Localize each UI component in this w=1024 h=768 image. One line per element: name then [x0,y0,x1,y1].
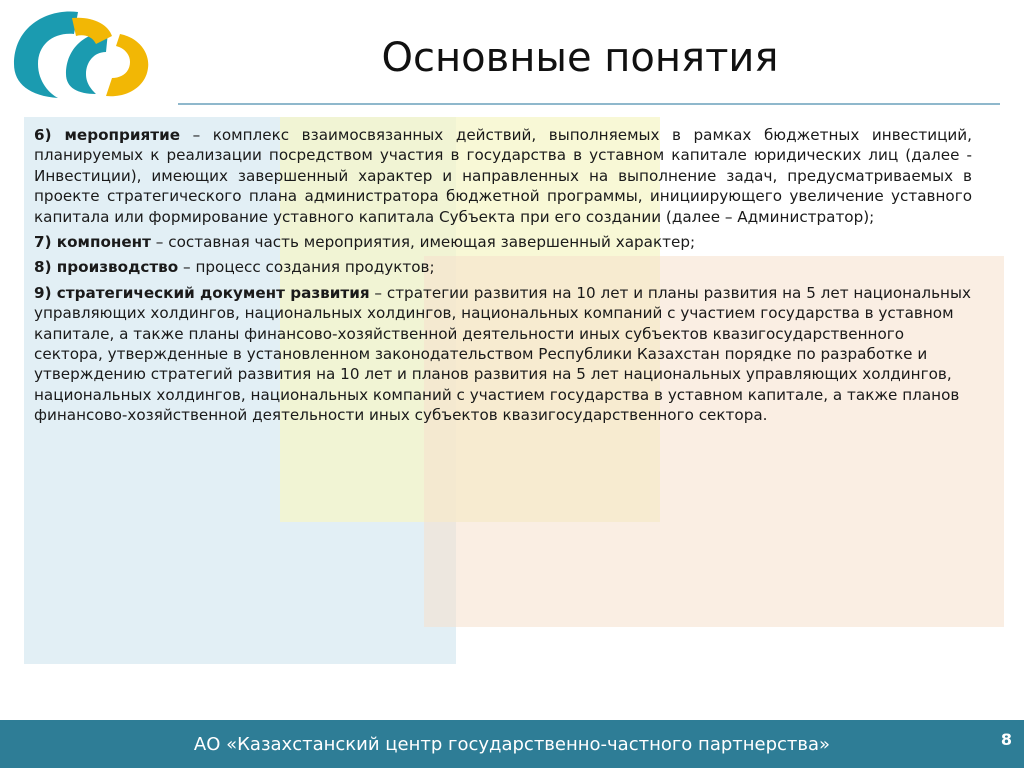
definition-item [34,257,972,277]
definition-item [34,125,972,227]
definition-text: – комплекс взаимосвязанных действий, выполняемых в рамках бюджетных инвестиций, планируемых к реализации посредством участия в государства в уставном капитале юридических лиц (далее - Инвестиции), имеющих завершенный характер и направленных на выполнение задач, предусматриваемых в проекте стратегического плана администратора бюджетной программы, инициирующего увеличение уставного капитала или формирование уставного капитала Субъекта при его создании (далее – Администратор); [34,126,972,226]
definition-term: 8) производство [34,258,179,277]
kppp-logo-icon [8,4,154,100]
page-number: 8 [1000,730,1012,749]
definition-term: 9) стратегический документ развития [34,283,370,302]
footer-org-name: АО «Казахстанский центр государственно-частного партнерства» [193,734,831,755]
definition-item [34,283,972,426]
definition-text: – составная часть мероприятия, имеющая завершенный характер; [150,233,696,252]
definitions-list [34,125,972,431]
definition-text: – процесс создания продуктов; [178,258,435,277]
title-divider [178,103,1000,105]
definition-item [34,232,972,252]
definition-term: 6) мероприятие [34,126,181,144]
page-title: Основные понятия [381,35,779,81]
definition-text: – стратегии развития на 10 лет и планы развития на 5 лет национальных управляющих холдингов, национальных холдингов, национальных компаний с участием государства в уставном капитале, а также планы финансово-хозяйственной деятельности иных субъектов квазигосударственного сектора, утвержденные в установленном законодательством Республики Казахстан порядке по разработке и утверждению стратегий развития на 10 лет и планов развития на 5 лет национальных управляющих холдингов, национальных холдингов, национальных компаний с участием государства в уставном капитале, а также планов финансово-хозяйственной деятельности иных субъектов квазигосударственного сектора. [34,283,971,425]
definition-term: 7) компонент [34,233,151,252]
